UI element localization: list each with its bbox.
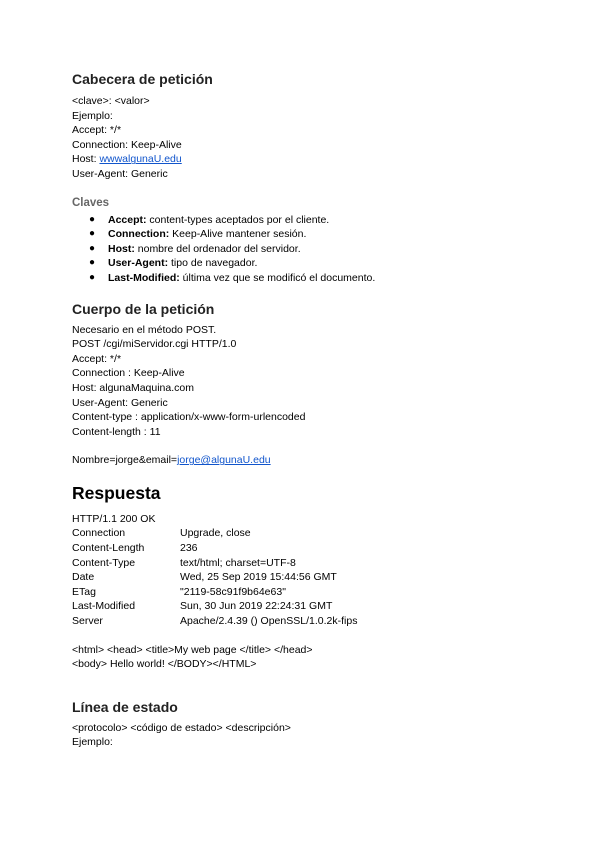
clave-key: Host:: [108, 242, 135, 255]
header-key: Connection: [72, 527, 126, 540]
html-code-line: <body> Hello world! </BODY></HTML>: [72, 658, 257, 671]
section-heading-respuesta: Respuesta: [72, 482, 161, 503]
header-key: Last-Modified: [72, 600, 136, 613]
text-line: Host: algunaMaquina.com: [72, 381, 194, 394]
host-line: [72, 152, 532, 167]
text-line: User-Agent: Generic: [72, 167, 168, 180]
header-value: text/html; charset=UTF-8: [180, 556, 296, 569]
clave-text: tipo de navegador.: [168, 257, 258, 270]
list-item: [72, 256, 532, 271]
post-body-line: [72, 453, 532, 468]
table-row: [72, 614, 357, 629]
section-heading-claves: Claves: [72, 196, 110, 209]
clave-key: Connection:: [108, 228, 170, 241]
section-heading-cabecera: Cabecera de petición: [72, 71, 213, 87]
header-value: Wed, 25 Sep 2019 15:44:56 GMT: [180, 571, 337, 584]
html-code-line: <html> <head> <title>My web page </title> </head>: [72, 643, 313, 656]
clave-text: content-types aceptados por el cliente.: [146, 213, 330, 226]
list-item: [72, 213, 532, 228]
text-line: <clave>: <valor>: [72, 95, 150, 107]
header-key: Server: [72, 615, 103, 628]
list-item: [72, 271, 532, 286]
bullet-icon: ●: [89, 242, 96, 254]
bullet-icon: ●: [89, 257, 96, 269]
list-item: [72, 227, 532, 242]
header-value: 236: [180, 542, 198, 555]
header-key: Date: [72, 571, 95, 584]
section-heading-cuerpo: Cuerpo de la petición: [72, 300, 215, 317]
text-line: Accept: */*: [72, 124, 122, 137]
text-line: Ejemplo:: [72, 736, 113, 749]
table-row: [72, 541, 357, 556]
clave-key: User-Agent:: [108, 257, 169, 270]
text-line: User-Agent: Generic: [72, 396, 168, 409]
header-value: Upgrade, close: [180, 527, 251, 540]
text-line: <protocolo> <código de estado> <descripción>: [72, 721, 291, 734]
clave-key: Accept:: [108, 213, 147, 226]
section-heading-linea-estado: Línea de estado: [72, 698, 178, 715]
response-headers-table: [72, 526, 357, 628]
text-line: POST /cgi/miServidor.cgi HTTP/1.0: [72, 338, 237, 351]
bullet-icon: ●: [89, 271, 96, 283]
text-line: Connection : Keep-Alive: [72, 367, 185, 380]
post-body-prefix: Nombre=jorge&email=: [72, 454, 178, 467]
table-row: [72, 585, 357, 600]
text-line: Content-length : 11: [72, 425, 161, 438]
clave-text: nombre del ordenador del servidor.: [134, 242, 301, 255]
clave-key: Last-Modified:: [108, 271, 180, 284]
header-key: ETag: [72, 585, 96, 598]
clave-text: Keep-Alive mantener sesión.: [169, 228, 307, 241]
bullet-icon: ●: [89, 228, 96, 240]
header-key: Content-Type: [72, 556, 136, 569]
clave-text: última vez que se modificó el documento.: [179, 271, 376, 284]
text-line: Content-type : application/x-www-form-urlencoded: [72, 411, 306, 424]
text-line: Necesario en el método POST.: [72, 323, 217, 336]
email-link[interactable]: jorge@algunaU.edu: [177, 454, 271, 467]
text-line: Connection: Keep-Alive: [72, 138, 182, 151]
bullet-icon: ●: [89, 213, 96, 225]
text-line: Accept: */*: [72, 352, 122, 365]
table-row: [72, 599, 357, 614]
document-page: [72, 70, 532, 750]
table-row: [72, 526, 357, 541]
table-row: [72, 570, 357, 585]
host-link[interactable]: wwwalgunaU.edu: [99, 153, 182, 166]
text-line: Ejemplo:: [72, 109, 113, 122]
header-value: Apache/2.4.39 () OpenSSL/1.0.2k-fips: [180, 615, 358, 628]
header-value: Sun, 30 Jun 2019 22:24:31 GMT: [180, 600, 333, 613]
table-row: [72, 556, 357, 571]
claves-list: [72, 213, 532, 286]
header-value: "2119-58c91f9b64e63": [180, 585, 286, 598]
list-item: [72, 242, 532, 257]
status-line: HTTP/1.1 200 OK: [72, 512, 156, 525]
host-label: Host:: [72, 153, 100, 166]
header-key: Content-Length: [72, 542, 145, 555]
